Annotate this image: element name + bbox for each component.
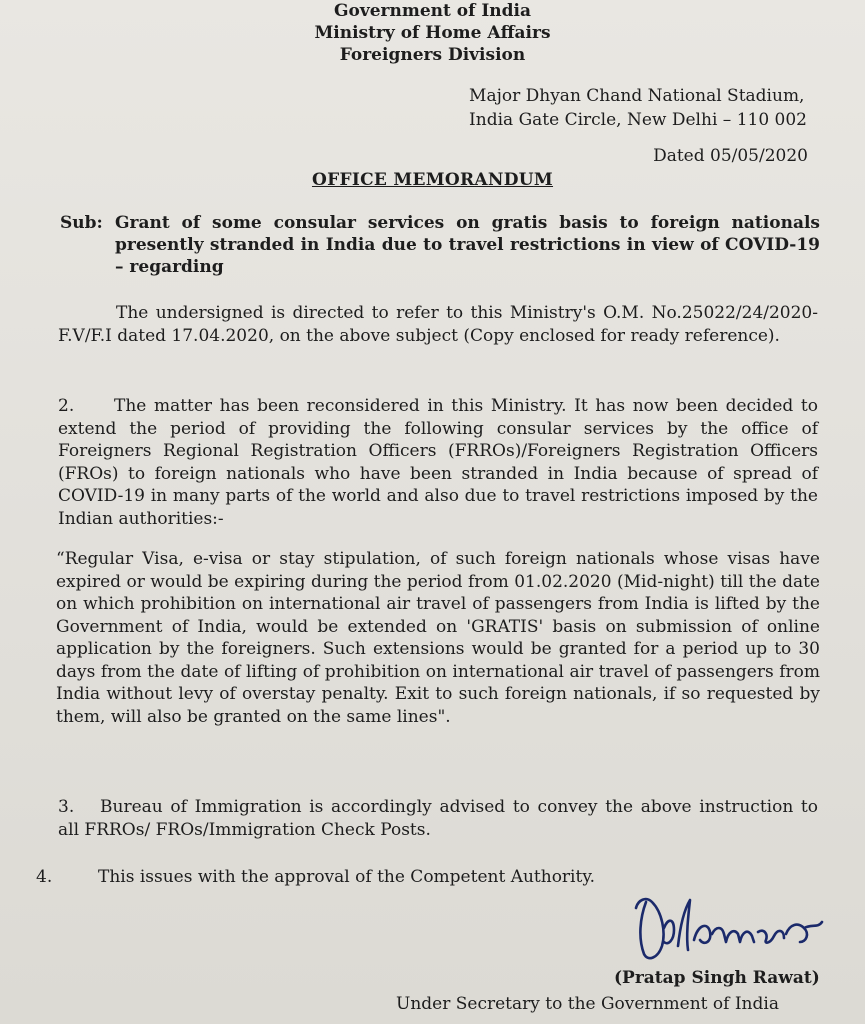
- document-title: OFFICE MEMORANDUM: [311, 170, 554, 190]
- paragraph-3-number: 3.: [58, 797, 75, 817]
- signer-designation: Under Secretary to the Government of India: [396, 994, 779, 1014]
- paragraph-2-number: 2.: [58, 396, 75, 416]
- paragraph-2: [58, 395, 818, 530]
- memo-date: Dated 05/05/2020: [653, 146, 808, 166]
- paragraph-4-text: This issues with the approval of the Competent Authority.: [98, 867, 596, 887]
- address-line-2: India Gate Circle, New Delhi – 110 002: [469, 110, 807, 130]
- address-line-1: Major Dhyan Chand National Stadium,: [469, 86, 805, 106]
- paragraph-2-text: The matter has been reconsidered in this Ministry. It has now been decided to extend the period of providing the following consular services by the office of Foreigners Regional Registration Officers (FRROs)/Foreigners Registration Officers (FROs) to foreign nationals who have been stranded in India because of spread of COVID-19 in many parts of the world and also due to travel restrictions imposed by the Indian authorities:-: [58, 396, 818, 529]
- handwritten-signature: [618, 888, 838, 978]
- letterhead-ministry: Ministry of Home Affairs: [314, 23, 551, 43]
- subject-block: [60, 212, 820, 278]
- letterhead-division: Foreigners Division: [339, 45, 526, 65]
- paragraph-1: The undersigned is directed to refer to this Ministry's O.M. No.25022/24/2020-F.V/F.I dated 17.04.2020, on the above subject (Copy enclosed for ready reference).: [58, 303, 818, 346]
- office-address: [469, 84, 807, 132]
- subject-label: Sub:: [60, 213, 103, 233]
- paragraph-4-number: 4.: [36, 867, 53, 887]
- paragraph-4: [36, 866, 816, 889]
- subject-text: Grant of some consular services on gratis basis to foreign nationals presently stranded in India due to travel restrictions in view of COVID-19 – regarding: [115, 213, 820, 277]
- paragraph-3-text: Bureau of Immigration is accordingly advised to convey the above instruction to all FRROs/ FROs/Immigration Check Posts.: [58, 797, 818, 840]
- letterhead: [0, 0, 865, 66]
- signer-name: (Pratap Singh Rawat): [614, 968, 820, 988]
- letterhead-government: Government of India: [333, 1, 532, 21]
- paragraph-3: [58, 796, 818, 841]
- quoted-instruction: “Regular Visa, e-visa or stay stipulation, of such foreign nationals whose visas have expired or would be expiring during the period from 01.02.2020 (Mid-night) till the date on which prohibition on international air travel of passengers from India is lifted by the Government of India, would be extended on 'GRATIS' basis on submission of online application by the foreigners. Such extensions would be granted for a period up to 30 days from the date of lifting of prohibition on international air travel of passengers from India without levy of overstay penalty. Exit to such foreign nationals, if so requested by them, will also be granted on the same lines".: [56, 549, 820, 727]
